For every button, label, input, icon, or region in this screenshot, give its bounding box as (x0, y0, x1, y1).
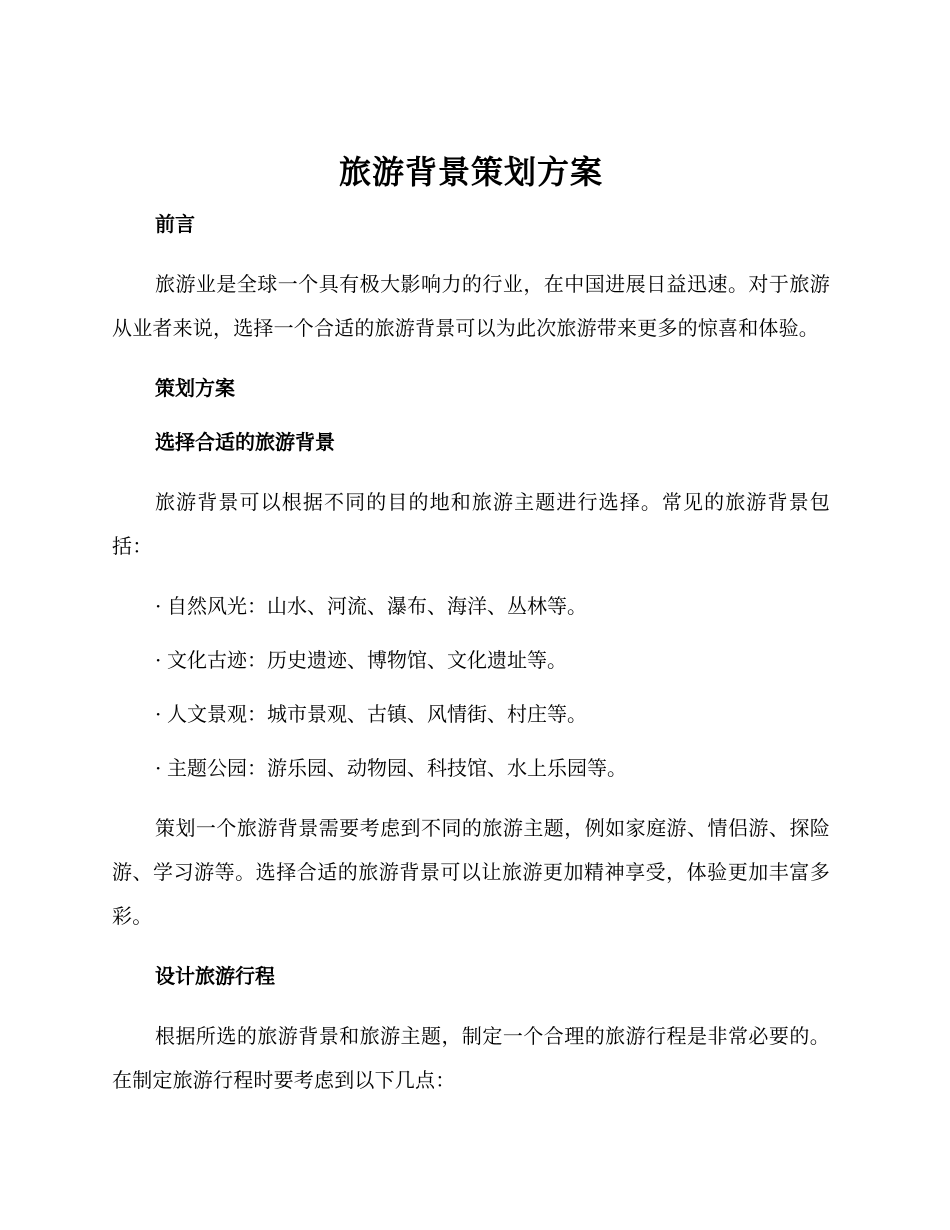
list-item (112, 752, 830, 784)
plan-heading: 策划方案 (155, 376, 235, 400)
list-item-text: 主题公园：游乐园、动物园、科技馆、水上乐园等。 (167, 756, 627, 780)
page-title: 旅游背景策划方案 (338, 153, 603, 191)
itinerary-heading: 设计旅游行程 (155, 964, 275, 988)
bullet-dot: · (155, 702, 162, 726)
bullet-dot: · (155, 756, 162, 780)
bullet-dot: · (155, 648, 162, 672)
list-item-text: 人文景观：城市景观、古镇、风情街、村庄等。 (167, 702, 587, 726)
choose-background-paragraph: 旅游背景可以根据不同的目的地和旅游主题进行选择。常见的旅游背景包括： (112, 490, 830, 558)
list-item (112, 590, 830, 622)
list-item (112, 698, 830, 730)
list-item (112, 644, 830, 676)
list-item-text: 自然风光：山水、河流、瀑布、海洋、丛林等。 (167, 594, 587, 618)
bullet-dot: · (155, 594, 162, 618)
preface-paragraph: 旅游业是全球一个具有极大影响力的行业，在中国进展日益迅速。对于旅游从业者来说，选择一个合适的旅游背景可以为此次旅游带来更多的惊喜和体验。 (112, 272, 830, 340)
list-item-text: 文化古迹：历史遗迹、博物馆、文化遗址等。 (167, 648, 567, 672)
theme-paragraph: 策划一个旅游背景需要考虑到不同的旅游主题，例如家庭游、情侣游、探险游、学习游等。选择合适的旅游背景可以让旅游更加精神享受，体验更加丰富多彩。 (112, 816, 830, 928)
itinerary-paragraph: 根据所选的旅游背景和旅游主题，制定一个合理的旅游行程是非常必要的。在制定旅游行程时要考虑到以下几点： (112, 1024, 830, 1092)
preface-heading: 前言 (155, 212, 195, 236)
choose-background-heading: 选择合适的旅游背景 (155, 430, 335, 454)
